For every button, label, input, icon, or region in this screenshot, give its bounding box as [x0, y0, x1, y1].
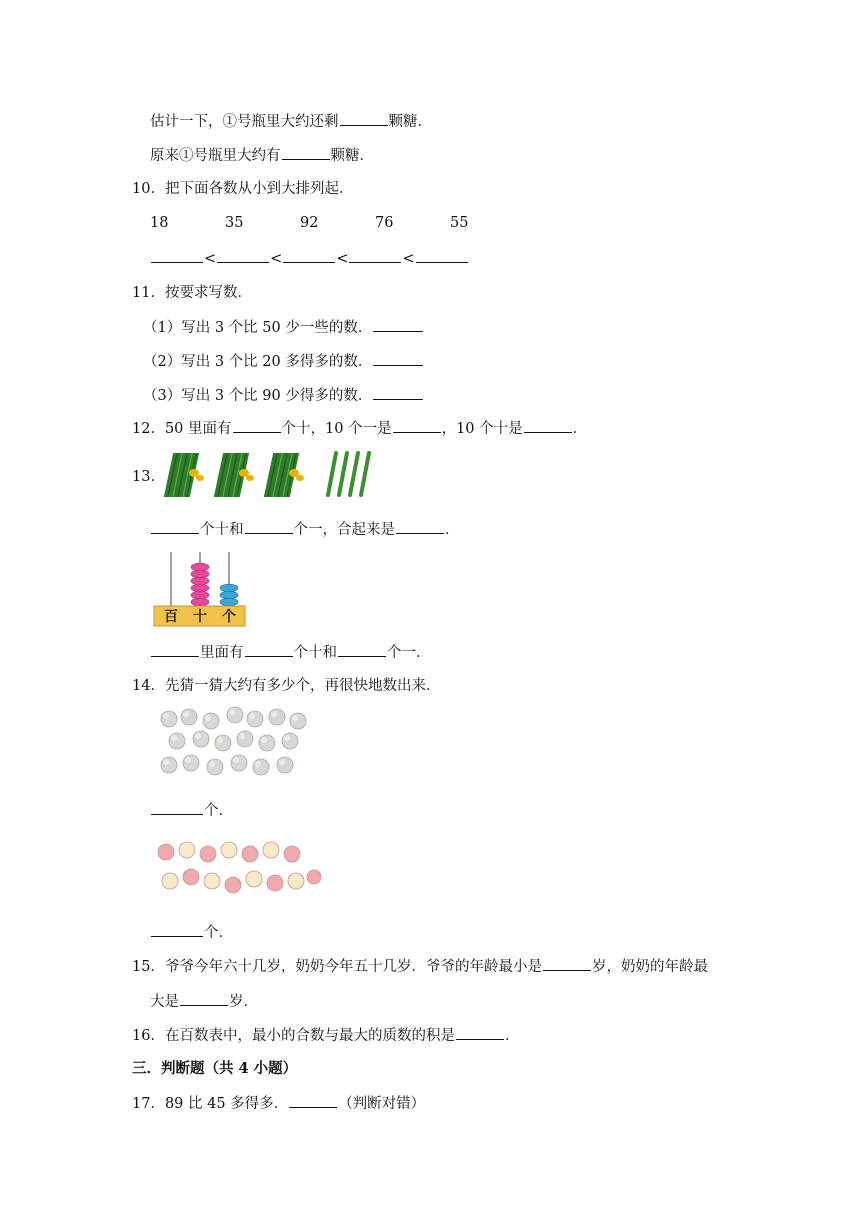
less-than-sign: < [204, 251, 217, 267]
single-sticks-icon [328, 453, 369, 495]
answer-blank[interactable] [373, 351, 423, 366]
answer-blank[interactable] [245, 519, 293, 534]
q15-line2: 大是 岁． [150, 991, 258, 1012]
answer-blank[interactable] [217, 248, 269, 263]
q12-line: 12．50 里面有 个十，10 个一是 ，10 个十是 ． [132, 418, 587, 439]
q11-title: 11．按要求写数． [132, 285, 252, 301]
q14-answer-1: 个． [150, 800, 233, 821]
q9-line2: 原来①号瓶里大约有 颗糖． [150, 145, 374, 166]
q13-line1: 个十和 个一，合起来是 ． [150, 519, 460, 540]
section-heading: 三．判断题（共 4 小题） [132, 1060, 298, 1077]
less-than-sign: < [270, 251, 283, 267]
abacus-label-hundreds: 百 [164, 609, 178, 625]
answer-blank[interactable] [396, 519, 444, 534]
answer-blank[interactable] [524, 418, 572, 433]
answer-blank[interactable] [373, 317, 423, 332]
q11-item-3: （3）写出 3 个比 90 少得多的数． [143, 385, 424, 406]
number-item: 76 [375, 215, 394, 231]
blue-beads-icon [220, 584, 238, 606]
gray-balls-illustration [155, 705, 315, 783]
pink-beads-icon [191, 563, 209, 606]
q13-line2: 里面有 个十和 个一． [150, 642, 431, 663]
answer-blank[interactable] [289, 1093, 337, 1108]
abacus-illustration [152, 548, 247, 628]
abacus-label-ones: 个 [222, 609, 236, 625]
bundle-of-ten-icon [164, 453, 204, 497]
answer-blank[interactable] [416, 248, 468, 263]
abacus-label-tens: 十 [193, 609, 207, 625]
q17-line: 17．89 比 45 多得多． （判断对错） [132, 1093, 425, 1114]
bundle-of-ten-icon [264, 453, 304, 497]
answer-blank[interactable] [151, 642, 199, 657]
answer-blank[interactable] [151, 922, 203, 937]
answer-blank[interactable] [180, 991, 228, 1006]
answer-blank[interactable] [233, 418, 281, 433]
q11-item-2: （2）写出 3 个比 20 多得多的数． [143, 351, 424, 372]
answer-blank[interactable] [393, 418, 441, 433]
q16-line: 16．在百数表中，最小的合数与最大的质数的积是 ． [132, 1025, 519, 1046]
number-item: 55 [450, 215, 469, 231]
answer-blank[interactable] [151, 519, 199, 534]
q10-order-row [150, 248, 469, 269]
answer-blank[interactable] [283, 248, 335, 263]
q14-title: 14．先猜一猜大约有多少个，再很快地数出来． [132, 678, 441, 694]
number-item: 35 [225, 215, 244, 231]
bundle-of-ten-icon [214, 453, 254, 497]
less-than-sign: < [336, 251, 349, 267]
q14-answer-2: 个． [150, 922, 233, 943]
q15-line1: 15．爷爷今年六十几岁，奶奶今年五十几岁．爷爷的年龄最小是 岁，奶奶的年龄最 [132, 956, 708, 977]
answer-blank[interactable] [282, 145, 330, 160]
fruit-illustration [152, 835, 324, 903]
q9-line1: 估计一下，①号瓶里大约还剩 颗糖． [150, 111, 432, 132]
answer-blank[interactable] [338, 642, 386, 657]
answer-blank[interactable] [373, 385, 423, 400]
answer-blank[interactable] [543, 956, 591, 971]
answer-blank[interactable] [151, 248, 203, 263]
number-item: 18 [150, 215, 169, 231]
number-item: 92 [300, 215, 319, 231]
q11-item-1: （1）写出 3 个比 50 少一些的数． [143, 317, 424, 338]
answer-blank[interactable] [245, 642, 293, 657]
answer-blank[interactable] [151, 800, 203, 815]
q10-title: 10．把下面各数从小到大排列起． [132, 181, 354, 197]
q13-number: 13． [132, 469, 165, 485]
q10-numbers [150, 213, 525, 233]
stick-bundles-illustration [160, 449, 380, 501]
answer-blank[interactable] [340, 111, 388, 126]
answer-blank[interactable] [456, 1025, 504, 1040]
answer-blank[interactable] [349, 248, 401, 263]
less-than-sign: < [402, 251, 415, 267]
